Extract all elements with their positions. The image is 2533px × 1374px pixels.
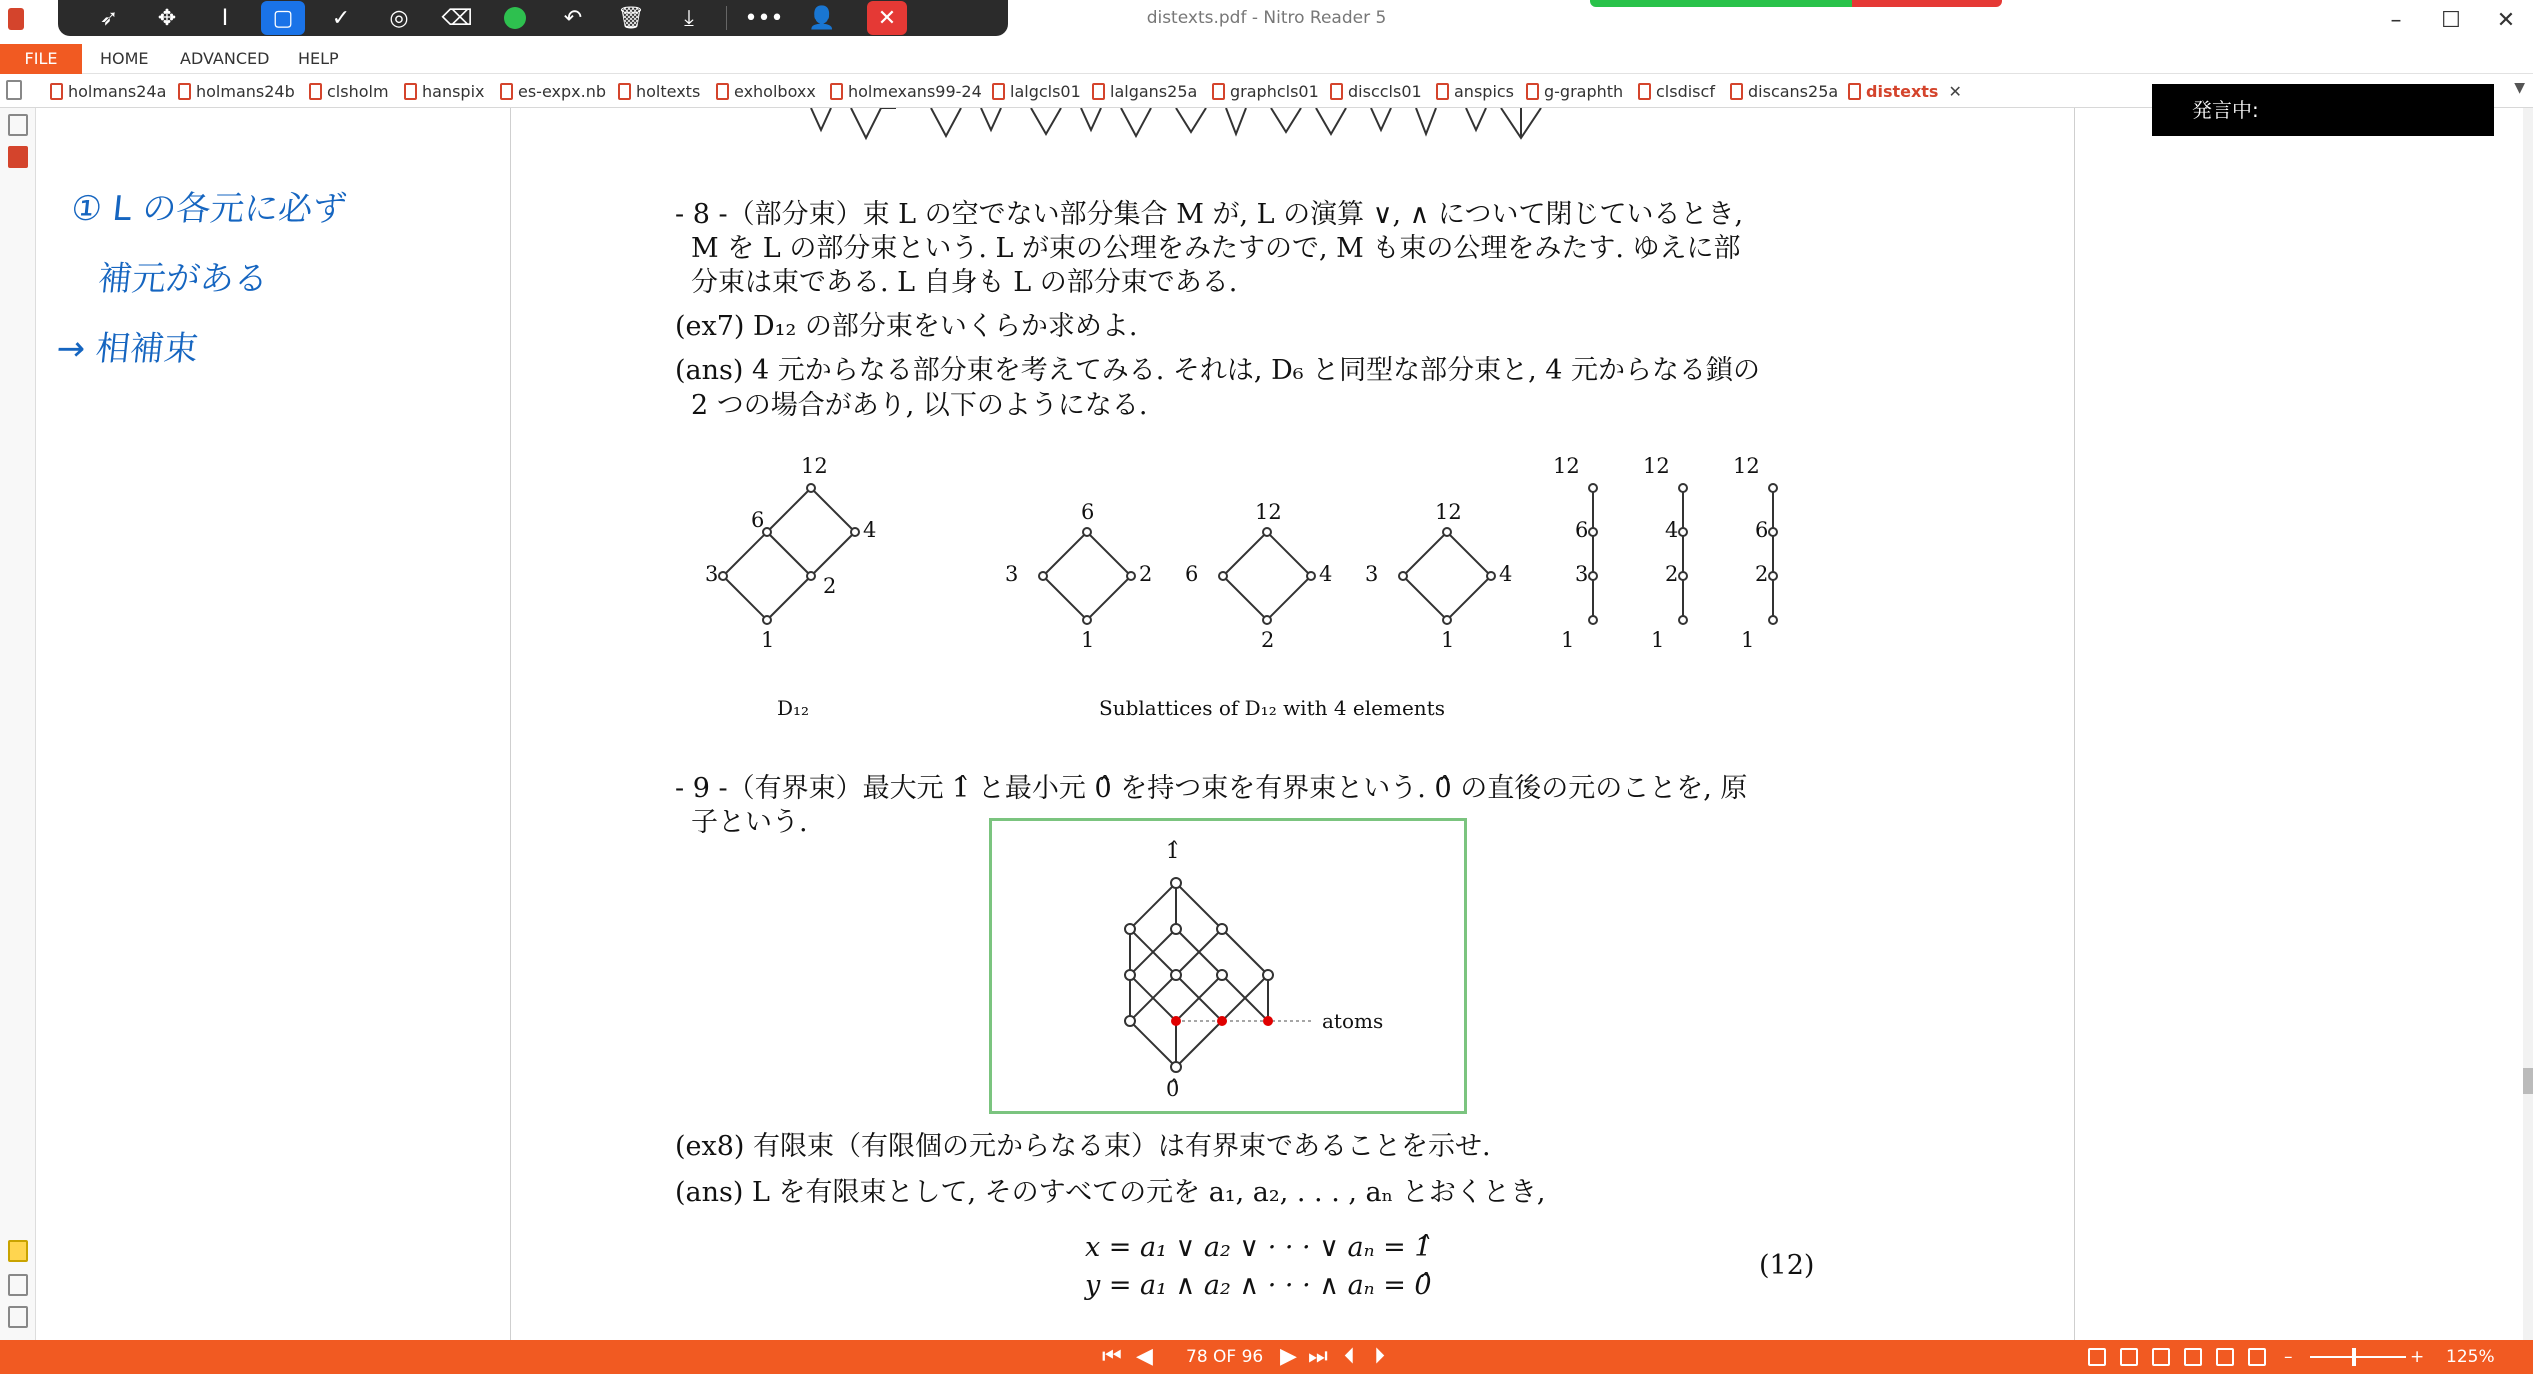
diamond-3-right: 4 <box>1499 562 1513 586</box>
pdf-icon <box>1730 83 1743 100</box>
help-tab[interactable]: HELP <box>298 49 339 68</box>
answer-7-line-1: (ans) 4 元からなる部分束を考えてみる. それは, D₆ と同型な部分束と, 4 元からなる鎖の <box>675 355 1761 386</box>
window-title: distexts.pdf - Nitro Reader 5 <box>1146 8 1387 28</box>
chain-3-1: 1 <box>1741 628 1755 652</box>
pdf-icon <box>992 83 1005 100</box>
ribbon-menu <box>0 44 2533 74</box>
pdf-icon <box>404 83 417 100</box>
pdf-icon <box>1212 83 1225 100</box>
tab-hanspix[interactable]: hanspix <box>402 78 485 106</box>
back-view-icon[interactable]: ⏴ <box>1344 1344 1356 1369</box>
diamond-3-top: 12 <box>1435 500 1462 524</box>
left-sidebar <box>0 108 36 1340</box>
tab-discans25a[interactable]: discans25a <box>1728 78 1838 106</box>
chain-3-2: 2 <box>1755 562 1769 586</box>
tab-g-graphth[interactable]: g-graphth <box>1524 78 1623 106</box>
zoom-in-icon[interactable]: + <box>2410 1347 2425 1367</box>
tab-holtexts[interactable]: holtexts <box>616 78 700 106</box>
single-page-icon[interactable] <box>2088 1348 2106 1366</box>
pdf-icon <box>1848 83 1861 100</box>
pdf-icon <box>500 83 513 100</box>
pdf-icon <box>1526 83 1539 100</box>
tab-distexts[interactable]: distexts ✕ <box>1846 78 1962 106</box>
move-crosshair-icon[interactable]: ✥ <box>157 5 177 31</box>
atom-node <box>1171 1016 1181 1026</box>
diamond-2-right: 4 <box>1319 562 1333 586</box>
zoom-level[interactable]: 125% <box>2446 1347 2495 1367</box>
pen-toolbar <box>58 0 1008 36</box>
exercise-8: (ex8) 有限束（有限個の元からなる束）は有界束であることを示せ. <box>675 1131 1491 1162</box>
close-tab-icon[interactable]: ✕ <box>1948 82 1962 101</box>
chain-3-12: 12 <box>1733 454 1760 478</box>
chain-1-6: 6 <box>1575 518 1589 542</box>
diamond-1-right: 2 <box>1139 562 1153 586</box>
eraser-icon[interactable]: ⌫ <box>441 5 473 31</box>
pdf-icon <box>1638 83 1651 100</box>
facing-pages-icon[interactable] <box>2152 1348 2170 1366</box>
tab-disccls01[interactable]: disccls01 <box>1328 78 1422 106</box>
atoms-label: atoms <box>1322 1009 1384 1033</box>
chain-3-6: 6 <box>1755 518 1769 542</box>
tab-holmans24b[interactable]: holmans24b <box>176 78 295 106</box>
stamps-icon[interactable] <box>8 1306 28 1328</box>
handwriting-line-2: 補元がある <box>95 259 271 299</box>
pages-icon[interactable] <box>6 80 22 100</box>
pdf-page <box>510 108 2075 1340</box>
tab-anspics[interactable]: anspics <box>1434 78 1514 106</box>
diamond-1-bottom: 1 <box>1081 628 1095 652</box>
section-8-line-1: - 8 -（部分束）束 L の空でない部分集合 M が, L の演算 ∨, ∧ について閉じているとき, <box>675 199 1744 230</box>
close-toolbar-icon[interactable]: ✕ <box>867 1 907 35</box>
color-dot-icon[interactable] <box>486 1 544 35</box>
fit-page-icon[interactable] <box>2216 1348 2234 1366</box>
equation-y: y = a₁ ∧ a₂ ∧ · · · ∧ aₙ = 0̂ <box>1085 1270 1432 1301</box>
trash-icon[interactable]: 🗑 <box>617 5 645 31</box>
scrollbar-thumb[interactable] <box>2523 1068 2533 1094</box>
tab-exholboxx[interactable]: exholboxx <box>714 78 816 106</box>
tab-clsholm[interactable]: clsholm <box>307 78 389 106</box>
attachments-icon[interactable] <box>8 114 28 136</box>
atom-node <box>1263 1016 1273 1026</box>
answer-8: (ans) L を有限束として, そのすべての元を a₁, a₂, . . . , aₙ とおくとき, <box>675 1177 1546 1208</box>
diamond-2-bottom: 2 <box>1261 628 1275 652</box>
section-8-line-2: M を L の部分束という. L が束の公理をみたすので, M も束の公理をみたす. ゆえに部 <box>691 233 1741 264</box>
tab-lalgans25a[interactable]: lalgans25a <box>1090 78 1197 106</box>
d12-label-1: 1 <box>761 628 775 652</box>
d12-node-3 <box>719 572 727 580</box>
check-icon[interactable]: ✓ <box>331 5 351 31</box>
minimize-button[interactable]: – <box>2390 8 2402 33</box>
d12-label-2: 2 <box>823 574 837 598</box>
top-element-label: 1̂ <box>1166 839 1180 863</box>
pdf-icon <box>1330 83 1343 100</box>
chain-1-3: 3 <box>1575 562 1589 586</box>
d12-node-1 <box>763 616 771 624</box>
user-icon[interactable]: 👤 <box>808 5 836 31</box>
previous-page-icon[interactable]: ◀ <box>1136 1344 1153 1369</box>
output-icon[interactable] <box>8 1274 28 1296</box>
chain-1-12: 12 <box>1553 454 1580 478</box>
file-tab[interactable]: FILE <box>0 44 82 74</box>
text-cursor-icon[interactable]: I <box>221 5 229 31</box>
section-8-line-3: 分束は束である. L 自身も L の部分束である. <box>691 267 1238 298</box>
figure-caption-sublattices: Sublattices of D₁₂ with 4 elements <box>1099 696 1445 720</box>
zoom-slider-thumb[interactable] <box>2352 1348 2356 1366</box>
tab-clsdiscf[interactable]: clsdiscf <box>1636 78 1715 106</box>
d12-node-4 <box>851 528 859 536</box>
document-workspace <box>36 108 2523 1340</box>
progress-indicator <box>1590 0 2002 7</box>
answer-7-line-2: 2 つの場合があり, 以下のようになる. <box>691 390 1148 421</box>
stamp-icon[interactable]: ◎ <box>389 5 409 31</box>
select-arrow-icon[interactable]: ➶ <box>99 5 119 31</box>
chevron-down-icon[interactable]: ▼ <box>2514 80 2525 96</box>
bounded-lattice-figure <box>989 818 1467 1114</box>
vertical-scrollbar[interactable] <box>2523 108 2533 1340</box>
d12-node-2 <box>807 572 815 580</box>
diamond-2-top: 12 <box>1255 500 1282 524</box>
zoom-slider[interactable] <box>2310 1356 2406 1358</box>
pdf-icon <box>178 83 191 100</box>
tab-holmans24a[interactable]: holmans24a <box>48 78 166 106</box>
bookmark-icon[interactable] <box>8 146 28 168</box>
d12-label-6: 6 <box>751 508 765 532</box>
chain-2-12: 12 <box>1643 454 1670 478</box>
page-indicator[interactable]: 78 OF 96 <box>1186 1347 1264 1367</box>
bottom-element-label: 0̂ <box>1166 1077 1180 1101</box>
last-page-icon[interactable]: ⏭ <box>1308 1344 1328 1369</box>
pdf-icon <box>309 83 322 100</box>
diamond-1-top: 6 <box>1081 500 1095 524</box>
zoom-out-icon[interactable]: – <box>2284 1347 2293 1367</box>
diamond-3-bottom: 1 <box>1441 628 1455 652</box>
maximize-button[interactable]: ☐ <box>2441 8 2461 33</box>
chain-2-1: 1 <box>1651 628 1665 652</box>
pdf-icon <box>1436 83 1449 100</box>
close-window-button[interactable]: ✕ <box>2496 8 2516 33</box>
tab-graphcls01[interactable]: graphcls01 <box>1210 78 1319 106</box>
chain-2-4: 4 <box>1665 518 1679 542</box>
d12-label-12: 12 <box>801 454 828 478</box>
forward-view-icon[interactable]: ⏵ <box>1374 1344 1386 1369</box>
more-icon[interactable]: ••• <box>744 5 784 31</box>
pdf-icon <box>50 83 63 100</box>
advanced-tab[interactable]: ADVANCED <box>180 49 270 68</box>
section-9-line-1: - 9 -（有界束）最大元 1̂ と最小元 0̂ を持つ束を有界束という. 0̂ の直後の元のことを, 原 <box>675 773 1748 804</box>
d12-label-3: 3 <box>705 562 719 586</box>
speech-status-box: 発言中: <box>2152 84 2494 136</box>
pdf-icon <box>1092 83 1105 100</box>
handwriting-line-1: ① L の各元に必ず <box>69 189 349 229</box>
pdf-icon <box>618 83 631 100</box>
chain-1-1: 1 <box>1561 628 1575 652</box>
partial-lattice-diagram <box>511 108 2076 148</box>
handwritten-note <box>53 174 350 384</box>
continuous-page-icon[interactable] <box>2120 1348 2138 1366</box>
handwriting-line-3: → 相補束 <box>54 329 201 369</box>
equation-x: x = a₁ ∨ a₂ ∨ · · · ∨ aₙ = 1̂ <box>1085 1232 1432 1263</box>
tab-holmexans99-24[interactable]: holmexans99-24 <box>828 78 982 106</box>
undo-icon[interactable]: ↶ <box>563 5 583 31</box>
diamond-3-left: 3 <box>1365 562 1379 586</box>
chain-2-2: 2 <box>1665 562 1679 586</box>
facing-continuous-icon[interactable] <box>2184 1348 2202 1366</box>
equation-number: (12) <box>1759 1250 1815 1281</box>
comments-icon[interactable] <box>8 1240 28 1262</box>
first-page-icon[interactable]: ⏮ <box>1102 1344 1122 1369</box>
section-9-line-2: 子という. <box>691 807 808 838</box>
diamond-2-left: 6 <box>1185 562 1199 586</box>
tab-lalgcls01[interactable]: lalgcls01 <box>990 78 1081 106</box>
pdf-icon <box>830 83 843 100</box>
home-tab[interactable]: HOME <box>100 49 149 68</box>
diamond-1-left: 3 <box>1005 562 1019 586</box>
fit-width-icon[interactable] <box>2248 1348 2266 1366</box>
status-bar <box>0 1340 2533 1374</box>
download-icon[interactable]: ⤓ <box>684 5 694 31</box>
tab-es-expx[interactable]: es-expx.nb <box>498 78 606 106</box>
atom-node <box>1217 1016 1227 1026</box>
figure-caption-d12: D₁₂ <box>777 696 810 720</box>
exercise-7: (ex7) D₁₂ の部分束をいくらか求めよ. <box>675 311 1138 342</box>
pdf-icon <box>716 83 729 100</box>
d12-node-12 <box>807 484 815 492</box>
d12-label-4: 4 <box>863 518 877 542</box>
rectangle-icon[interactable]: ▢ <box>261 1 305 35</box>
next-page-icon[interactable]: ▶ <box>1280 1344 1297 1369</box>
